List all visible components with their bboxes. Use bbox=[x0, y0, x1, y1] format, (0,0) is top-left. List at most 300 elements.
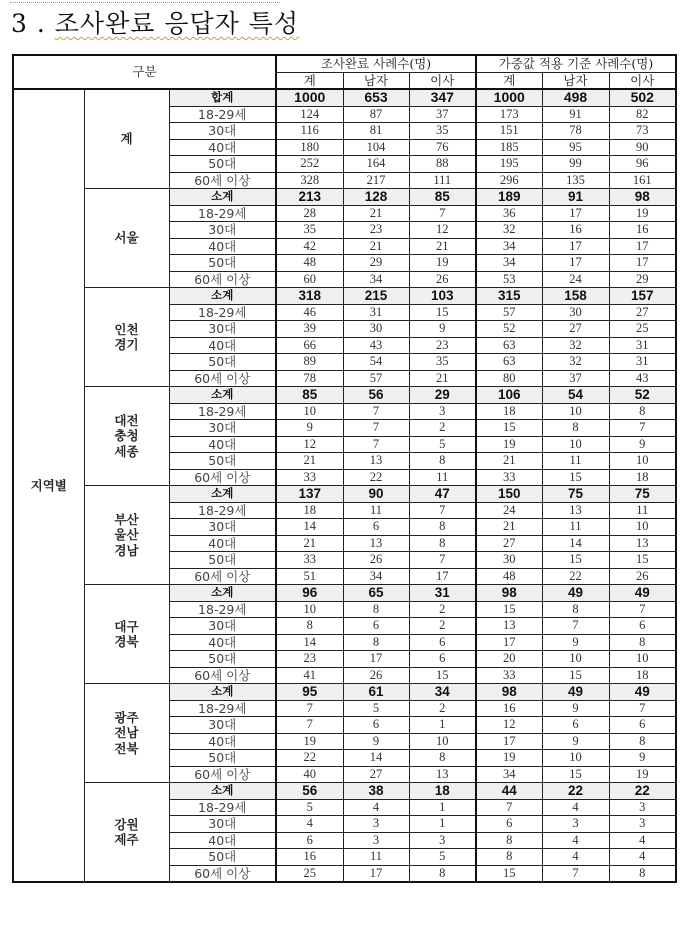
data-cell: 7 bbox=[542, 865, 609, 882]
data-cell: 7 bbox=[409, 205, 476, 222]
data-cell: 24 bbox=[476, 502, 542, 519]
age-label: 60세 이상 bbox=[169, 271, 276, 288]
data-cell: 17 bbox=[609, 255, 676, 272]
data-cell: 21 bbox=[476, 453, 542, 470]
age-label: 30대 bbox=[169, 519, 276, 536]
subtotal-cell: 106 bbox=[476, 387, 542, 404]
data-cell: 1 bbox=[409, 717, 476, 734]
data-cell: 11 bbox=[343, 849, 409, 866]
data-cell: 14 bbox=[343, 750, 409, 767]
age-label: 40대 bbox=[169, 337, 276, 354]
data-cell: 81 bbox=[343, 123, 409, 140]
age-label: 40대 bbox=[169, 634, 276, 651]
data-cell: 66 bbox=[276, 337, 343, 354]
subtotal-cell: 85 bbox=[276, 387, 343, 404]
data-cell: 5 bbox=[276, 799, 343, 816]
data-cell: 151 bbox=[476, 123, 542, 140]
data-cell: 111 bbox=[409, 172, 476, 189]
data-cell: 2 bbox=[409, 700, 476, 717]
data-cell: 8 bbox=[409, 453, 476, 470]
region-label: 계 bbox=[84, 89, 169, 189]
age-label: 18-29세 bbox=[169, 106, 276, 123]
subtotal-cell: 56 bbox=[343, 387, 409, 404]
data-cell: 17 bbox=[542, 255, 609, 272]
data-cell: 7 bbox=[409, 502, 476, 519]
data-cell: 33 bbox=[476, 667, 542, 684]
age-label: 60세 이상 bbox=[169, 568, 276, 585]
data-cell: 1 bbox=[409, 816, 476, 833]
subtotal-label: 소계 bbox=[169, 585, 276, 602]
subtotal-row bbox=[13, 585, 676, 602]
subtotal-cell: 34 bbox=[409, 684, 476, 701]
subtotal-cell: 653 bbox=[343, 89, 409, 106]
data-cell: 46 bbox=[276, 304, 343, 321]
data-cell: 78 bbox=[542, 123, 609, 140]
age-label: 50대 bbox=[169, 156, 276, 173]
data-cell: 88 bbox=[409, 156, 476, 173]
data-cell: 6 bbox=[476, 816, 542, 833]
age-label: 40대 bbox=[169, 139, 276, 156]
data-cell: 35 bbox=[409, 354, 476, 371]
weighted-cases-header: 가중값 적용 기준 사례수(명) bbox=[476, 55, 676, 72]
data-cell: 161 bbox=[609, 172, 676, 189]
data-cell: 87 bbox=[343, 106, 409, 123]
data-cell: 4 bbox=[542, 832, 609, 849]
data-cell: 73 bbox=[609, 123, 676, 140]
data-cell: 15 bbox=[542, 667, 609, 684]
data-cell: 29 bbox=[609, 271, 676, 288]
age-label: 40대 bbox=[169, 832, 276, 849]
data-cell: 8 bbox=[409, 750, 476, 767]
data-cell: 48 bbox=[276, 255, 343, 272]
subtotal-cell: 29 bbox=[409, 387, 476, 404]
data-cell: 18 bbox=[609, 667, 676, 684]
data-cell: 26 bbox=[343, 667, 409, 684]
data-cell: 11 bbox=[409, 469, 476, 486]
subtotal-cell: 54 bbox=[542, 387, 609, 404]
age-label: 60세 이상 bbox=[169, 370, 276, 387]
subtotal-cell: 98 bbox=[476, 585, 542, 602]
age-label: 30대 bbox=[169, 123, 276, 140]
age-label: 60세 이상 bbox=[169, 469, 276, 486]
subtotal-cell: 18 bbox=[409, 783, 476, 800]
data-cell: 35 bbox=[409, 123, 476, 140]
data-cell: 6 bbox=[343, 717, 409, 734]
data-cell: 5 bbox=[343, 700, 409, 717]
subtotal-cell: 44 bbox=[476, 783, 542, 800]
data-cell: 9 bbox=[343, 733, 409, 750]
subtotal-label: 소계 bbox=[169, 783, 276, 800]
age-label: 60세 이상 bbox=[169, 667, 276, 684]
data-cell: 7 bbox=[609, 420, 676, 437]
data-cell: 3 bbox=[609, 799, 676, 816]
top-dotted-rule bbox=[10, 2, 280, 3]
subtotal-cell: 38 bbox=[343, 783, 409, 800]
age-label: 50대 bbox=[169, 849, 276, 866]
region-label: 대전 충청 세종 bbox=[84, 387, 169, 486]
data-cell: 4 bbox=[343, 799, 409, 816]
subtotal-row bbox=[13, 486, 676, 503]
respondent-characteristics-table bbox=[12, 54, 677, 883]
region-label: 부산 울산 경남 bbox=[84, 486, 169, 585]
data-cell: 116 bbox=[276, 123, 343, 140]
data-cell: 180 bbox=[276, 139, 343, 156]
data-cell: 39 bbox=[276, 321, 343, 338]
subtotal-cell: 502 bbox=[609, 89, 676, 106]
subtotal-cell: 1000 bbox=[276, 89, 343, 106]
subtotal-label: 소계 bbox=[169, 189, 276, 206]
data-cell: 96 bbox=[609, 156, 676, 173]
subtotal-cell: 98 bbox=[609, 189, 676, 206]
age-label: 18-29세 bbox=[169, 799, 276, 816]
section-title bbox=[11, 4, 299, 40]
data-cell: 15 bbox=[542, 552, 609, 569]
subtotal-cell: 1000 bbox=[476, 89, 542, 106]
data-cell: 6 bbox=[276, 832, 343, 849]
data-cell: 6 bbox=[409, 634, 476, 651]
subtotal-cell: 61 bbox=[343, 684, 409, 701]
data-cell: 22 bbox=[542, 568, 609, 585]
subtotal-cell: 150 bbox=[476, 486, 542, 503]
subtotal-label: 소계 bbox=[169, 288, 276, 305]
age-label: 60세 이상 bbox=[169, 865, 276, 882]
data-cell: 6 bbox=[343, 618, 409, 635]
data-cell: 10 bbox=[542, 403, 609, 420]
subtotal-cell: 318 bbox=[276, 288, 343, 305]
data-cell: 16 bbox=[542, 222, 609, 239]
section-title-text: 조사완료 응답자 특성 bbox=[54, 9, 300, 38]
grand-total-row bbox=[13, 89, 676, 106]
data-cell: 2 bbox=[409, 420, 476, 437]
data-cell: 30 bbox=[343, 321, 409, 338]
age-label: 50대 bbox=[169, 651, 276, 668]
age-label: 18-29세 bbox=[169, 205, 276, 222]
data-cell: 4 bbox=[609, 849, 676, 866]
data-cell: 19 bbox=[476, 436, 542, 453]
subtotal-cell: 75 bbox=[542, 486, 609, 503]
data-cell: 6 bbox=[609, 717, 676, 734]
data-cell: 7 bbox=[343, 403, 409, 420]
data-cell: 13 bbox=[609, 535, 676, 552]
subtotal-label: 소계 bbox=[169, 486, 276, 503]
data-cell: 8 bbox=[409, 865, 476, 882]
data-cell: 12 bbox=[476, 717, 542, 734]
data-cell: 18 bbox=[476, 403, 542, 420]
category-header: 구분 bbox=[13, 55, 276, 89]
data-cell: 4 bbox=[276, 816, 343, 833]
data-cell: 3 bbox=[542, 816, 609, 833]
data-cell: 8 bbox=[542, 420, 609, 437]
subtotal-cell: 47 bbox=[409, 486, 476, 503]
data-cell: 9 bbox=[276, 420, 343, 437]
data-cell: 4 bbox=[609, 832, 676, 849]
data-cell: 9 bbox=[409, 321, 476, 338]
data-cell: 27 bbox=[542, 321, 609, 338]
age-label: 40대 bbox=[169, 535, 276, 552]
data-cell: 15 bbox=[409, 304, 476, 321]
data-cell: 4 bbox=[542, 849, 609, 866]
col-header-total: 계 bbox=[276, 72, 343, 89]
data-cell: 78 bbox=[276, 370, 343, 387]
data-cell: 51 bbox=[276, 568, 343, 585]
age-label: 40대 bbox=[169, 238, 276, 255]
age-label: 40대 bbox=[169, 733, 276, 750]
data-cell: 43 bbox=[343, 337, 409, 354]
data-cell: 57 bbox=[476, 304, 542, 321]
data-cell: 252 bbox=[276, 156, 343, 173]
data-cell: 63 bbox=[476, 337, 542, 354]
data-cell: 10 bbox=[276, 601, 343, 618]
age-label: 30대 bbox=[169, 420, 276, 437]
data-cell: 3 bbox=[409, 832, 476, 849]
data-cell: 328 bbox=[276, 172, 343, 189]
data-cell: 26 bbox=[609, 568, 676, 585]
data-cell: 7 bbox=[476, 799, 542, 816]
data-cell: 21 bbox=[276, 453, 343, 470]
subtotal-cell: 189 bbox=[476, 189, 542, 206]
data-cell: 16 bbox=[476, 700, 542, 717]
data-cell: 10 bbox=[609, 453, 676, 470]
data-cell: 60 bbox=[276, 271, 343, 288]
data-cell: 17 bbox=[476, 634, 542, 651]
data-cell: 17 bbox=[409, 568, 476, 585]
data-cell: 185 bbox=[476, 139, 542, 156]
data-cell: 7 bbox=[542, 618, 609, 635]
data-cell: 34 bbox=[476, 766, 542, 783]
data-cell: 76 bbox=[409, 139, 476, 156]
subtotal-cell: 22 bbox=[609, 783, 676, 800]
data-cell: 26 bbox=[343, 552, 409, 569]
subtotal-cell: 158 bbox=[542, 288, 609, 305]
age-label: 50대 bbox=[169, 255, 276, 272]
subtotal-cell: 49 bbox=[542, 684, 609, 701]
data-cell: 8 bbox=[276, 618, 343, 635]
data-cell: 24 bbox=[542, 271, 609, 288]
subtotal-cell: 85 bbox=[409, 189, 476, 206]
table-body bbox=[13, 89, 676, 882]
data-cell: 9 bbox=[609, 750, 676, 767]
data-cell: 10 bbox=[542, 750, 609, 767]
data-cell: 19 bbox=[409, 255, 476, 272]
data-cell: 37 bbox=[409, 106, 476, 123]
data-cell: 15 bbox=[409, 667, 476, 684]
data-cell: 6 bbox=[409, 651, 476, 668]
data-cell: 30 bbox=[476, 552, 542, 569]
data-cell: 32 bbox=[542, 337, 609, 354]
data-cell: 15 bbox=[542, 469, 609, 486]
subtotal-cell: 315 bbox=[476, 288, 542, 305]
data-cell: 57 bbox=[343, 370, 409, 387]
data-cell: 17 bbox=[542, 205, 609, 222]
data-cell: 7 bbox=[409, 552, 476, 569]
data-cell: 8 bbox=[609, 403, 676, 420]
data-cell: 15 bbox=[476, 601, 542, 618]
data-cell: 23 bbox=[409, 337, 476, 354]
region-label: 인천 경기 bbox=[84, 288, 169, 387]
data-cell: 99 bbox=[542, 156, 609, 173]
data-cell: 37 bbox=[542, 370, 609, 387]
data-cell: 15 bbox=[476, 865, 542, 882]
data-cell: 11 bbox=[343, 502, 409, 519]
data-cell: 80 bbox=[476, 370, 542, 387]
data-cell: 8 bbox=[476, 832, 542, 849]
data-cell: 8 bbox=[609, 634, 676, 651]
col-header-weighted-total: 계 bbox=[476, 72, 542, 89]
data-cell: 10 bbox=[542, 436, 609, 453]
data-cell: 30 bbox=[542, 304, 609, 321]
data-cell: 20 bbox=[476, 651, 542, 668]
subtotal-cell: 49 bbox=[609, 585, 676, 602]
section-number: 3 . bbox=[11, 9, 46, 38]
data-cell: 195 bbox=[476, 156, 542, 173]
subtotal-cell: 137 bbox=[276, 486, 343, 503]
subtotal-cell: 75 bbox=[609, 486, 676, 503]
data-cell: 2 bbox=[409, 601, 476, 618]
data-cell: 26 bbox=[409, 271, 476, 288]
data-cell: 32 bbox=[542, 354, 609, 371]
data-cell: 10 bbox=[276, 403, 343, 420]
data-cell: 11 bbox=[542, 519, 609, 536]
subtotal-cell: 52 bbox=[609, 387, 676, 404]
data-cell: 8 bbox=[343, 601, 409, 618]
data-cell: 8 bbox=[609, 865, 676, 882]
data-cell: 3 bbox=[609, 816, 676, 833]
subtotal-cell: 347 bbox=[409, 89, 476, 106]
data-cell: 7 bbox=[343, 436, 409, 453]
data-cell: 23 bbox=[343, 222, 409, 239]
data-cell: 21 bbox=[409, 238, 476, 255]
data-cell: 14 bbox=[276, 519, 343, 536]
data-cell: 124 bbox=[276, 106, 343, 123]
data-cell: 31 bbox=[609, 354, 676, 371]
data-cell: 43 bbox=[609, 370, 676, 387]
data-cell: 54 bbox=[343, 354, 409, 371]
data-cell: 173 bbox=[476, 106, 542, 123]
data-cell: 9 bbox=[542, 733, 609, 750]
subtotal-row bbox=[13, 783, 676, 800]
region-label: 대구 경북 bbox=[84, 585, 169, 684]
data-cell: 15 bbox=[609, 552, 676, 569]
age-label: 18-29세 bbox=[169, 403, 276, 420]
age-label: 30대 bbox=[169, 618, 276, 635]
subtotal-cell: 128 bbox=[343, 189, 409, 206]
age-label: 30대 bbox=[169, 717, 276, 734]
subtotal-cell: 65 bbox=[343, 585, 409, 602]
data-cell: 135 bbox=[542, 172, 609, 189]
region-group-label: 지역별 bbox=[13, 89, 84, 882]
data-cell: 10 bbox=[609, 651, 676, 668]
data-cell: 63 bbox=[476, 354, 542, 371]
age-label: 30대 bbox=[169, 816, 276, 833]
data-cell: 36 bbox=[476, 205, 542, 222]
data-cell: 23 bbox=[276, 651, 343, 668]
data-cell: 33 bbox=[276, 469, 343, 486]
data-cell: 7 bbox=[276, 700, 343, 717]
data-cell: 11 bbox=[609, 502, 676, 519]
subtotal-row bbox=[13, 288, 676, 305]
data-cell: 8 bbox=[409, 535, 476, 552]
data-cell: 19 bbox=[276, 733, 343, 750]
data-cell: 31 bbox=[609, 337, 676, 354]
data-cell: 8 bbox=[476, 849, 542, 866]
data-cell: 17 bbox=[542, 238, 609, 255]
subtotal-label: 소계 bbox=[169, 684, 276, 701]
data-cell: 18 bbox=[276, 502, 343, 519]
data-cell: 27 bbox=[609, 304, 676, 321]
data-cell: 1 bbox=[409, 799, 476, 816]
subtotal-cell: 157 bbox=[609, 288, 676, 305]
data-cell: 33 bbox=[476, 469, 542, 486]
data-cell: 12 bbox=[409, 222, 476, 239]
age-label: 18-29세 bbox=[169, 601, 276, 618]
data-cell: 8 bbox=[343, 634, 409, 651]
subtotal-cell: 95 bbox=[276, 684, 343, 701]
data-cell: 2 bbox=[409, 618, 476, 635]
data-cell: 90 bbox=[609, 139, 676, 156]
data-cell: 8 bbox=[542, 601, 609, 618]
data-cell: 9 bbox=[609, 436, 676, 453]
data-cell: 10 bbox=[409, 733, 476, 750]
data-cell: 10 bbox=[542, 651, 609, 668]
data-cell: 22 bbox=[343, 469, 409, 486]
data-cell: 3 bbox=[343, 832, 409, 849]
data-cell: 11 bbox=[542, 453, 609, 470]
data-cell: 12 bbox=[276, 436, 343, 453]
data-cell: 6 bbox=[343, 519, 409, 536]
age-label: 18-29세 bbox=[169, 304, 276, 321]
data-cell: 17 bbox=[609, 238, 676, 255]
data-cell: 6 bbox=[609, 618, 676, 635]
data-cell: 53 bbox=[476, 271, 542, 288]
data-cell: 5 bbox=[409, 436, 476, 453]
data-cell: 21 bbox=[276, 535, 343, 552]
data-cell: 28 bbox=[276, 205, 343, 222]
data-cell: 7 bbox=[609, 700, 676, 717]
subtotal-cell: 96 bbox=[276, 585, 343, 602]
subtotal-row bbox=[13, 189, 676, 206]
data-cell: 164 bbox=[343, 156, 409, 173]
subtotal-cell: 213 bbox=[276, 189, 343, 206]
age-label: 50대 bbox=[169, 552, 276, 569]
data-cell: 34 bbox=[343, 568, 409, 585]
data-cell: 19 bbox=[609, 766, 676, 783]
data-cell: 31 bbox=[343, 304, 409, 321]
subtotal-cell: 215 bbox=[343, 288, 409, 305]
data-cell: 13 bbox=[343, 453, 409, 470]
subtotal-cell: 56 bbox=[276, 783, 343, 800]
data-cell: 19 bbox=[476, 750, 542, 767]
age-label: 60세 이상 bbox=[169, 172, 276, 189]
data-cell: 34 bbox=[476, 255, 542, 272]
data-cell: 13 bbox=[343, 535, 409, 552]
data-cell: 6 bbox=[542, 717, 609, 734]
data-cell: 34 bbox=[343, 271, 409, 288]
age-label: 50대 bbox=[169, 453, 276, 470]
subtotal-cell: 91 bbox=[542, 189, 609, 206]
data-cell: 89 bbox=[276, 354, 343, 371]
data-cell: 4 bbox=[542, 799, 609, 816]
data-cell: 7 bbox=[343, 420, 409, 437]
data-cell: 16 bbox=[276, 849, 343, 866]
data-cell: 91 bbox=[542, 106, 609, 123]
data-cell: 14 bbox=[542, 535, 609, 552]
age-label: 50대 bbox=[169, 750, 276, 767]
data-cell: 17 bbox=[476, 733, 542, 750]
subtotal-cell: 103 bbox=[409, 288, 476, 305]
data-cell: 5 bbox=[409, 849, 476, 866]
col-header-weighted-male: 남자 bbox=[542, 72, 609, 89]
data-cell: 9 bbox=[542, 634, 609, 651]
